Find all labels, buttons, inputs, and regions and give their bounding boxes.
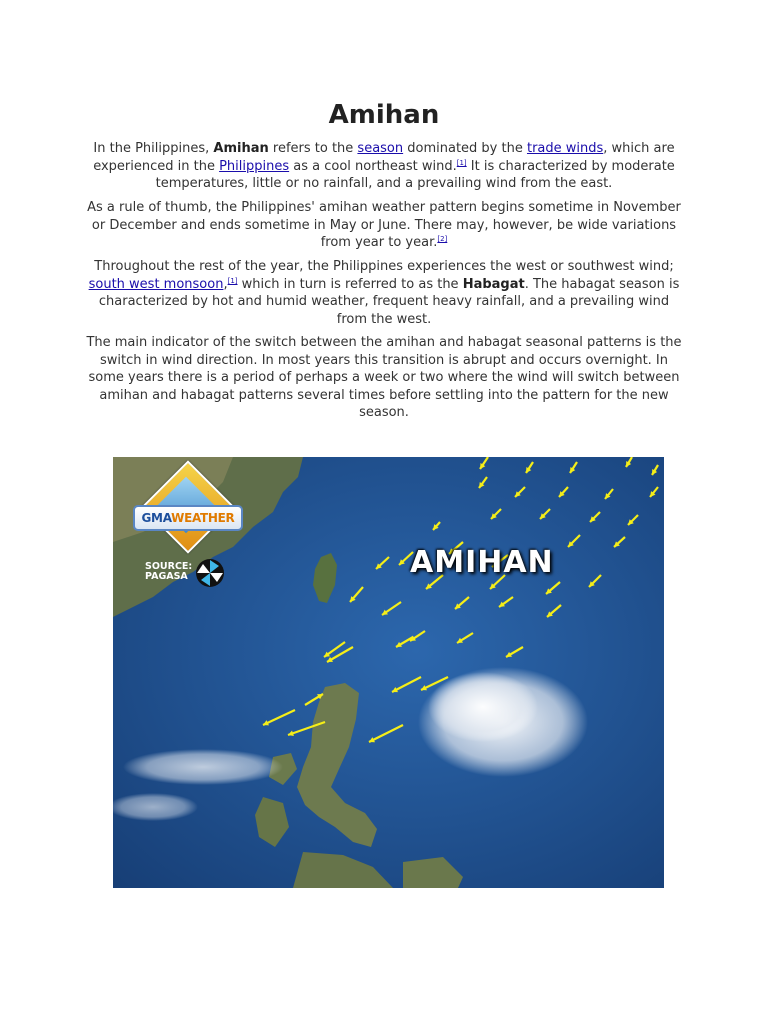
text: which in turn is referred to as the xyxy=(237,276,463,292)
citation-link[interactable]: [1] xyxy=(227,276,238,285)
paragraph-3 xyxy=(86,258,682,328)
cloud-mass xyxy=(428,672,538,742)
pagasa-logo-icon xyxy=(195,558,225,588)
term-amihan: Amihan xyxy=(213,141,269,156)
cloud-band xyxy=(123,749,283,785)
link-south-west-monsoon[interactable]: south west monsoon xyxy=(88,276,224,292)
paragraph-2 xyxy=(86,199,682,252)
paragraph-4: The main indicator of the switch between the amihan and habagat seasonal patterns is the switch in wind direction. In most years this transition is abrupt and occurs overnight. In some years there is a period of perhaps a week or two where the wind will switch between amihan and habagat patterns several times before settling into the pattern for the new season. xyxy=(86,335,682,420)
page-title: Amihan xyxy=(328,100,440,130)
text: , which are experienced in the xyxy=(93,141,675,174)
source-label: SOURCE: xyxy=(145,561,193,572)
term-habagat: Habagat xyxy=(462,276,525,292)
citation-link[interactable]: [2] xyxy=(437,235,448,243)
text: Throughout the rest of the year, the Philippines experiences the west or southwest wind; xyxy=(94,259,674,274)
text: refers to the xyxy=(268,141,358,156)
text: . The habagat season is characterized by hot and humid weather, frequent heavy rainfall, and a prevailing wind from the west. xyxy=(98,276,680,327)
text: As a rule of thumb, the Philippines' amihan weather pattern begins sometime in November or December and ends sometime in May or June. There may, however, be wide variations from year to year. xyxy=(87,200,681,250)
paragraph-1 xyxy=(86,140,682,193)
amihan-map-label: AMIHAN xyxy=(410,545,554,580)
source-agency: PAGASA xyxy=(145,571,188,582)
text: as a cool northeast wind. xyxy=(289,158,457,174)
text: , xyxy=(223,276,228,292)
logo-suffix: WEATHER xyxy=(171,511,235,525)
text: It is characterized by moderate temperatures, little or no rainfall, and a prevailing wind from the east. xyxy=(155,158,675,191)
link-philippines[interactable]: Philippines xyxy=(219,158,290,174)
text: dominated by the xyxy=(403,141,527,156)
link-season[interactable]: season xyxy=(357,141,404,156)
text: In the Philippines, xyxy=(93,141,214,156)
logo-prefix: GMA xyxy=(141,511,172,525)
citation-link[interactable]: [1] xyxy=(456,158,467,167)
link-trade-winds[interactable]: trade winds xyxy=(526,141,604,156)
gma-weather-logo xyxy=(133,505,243,531)
